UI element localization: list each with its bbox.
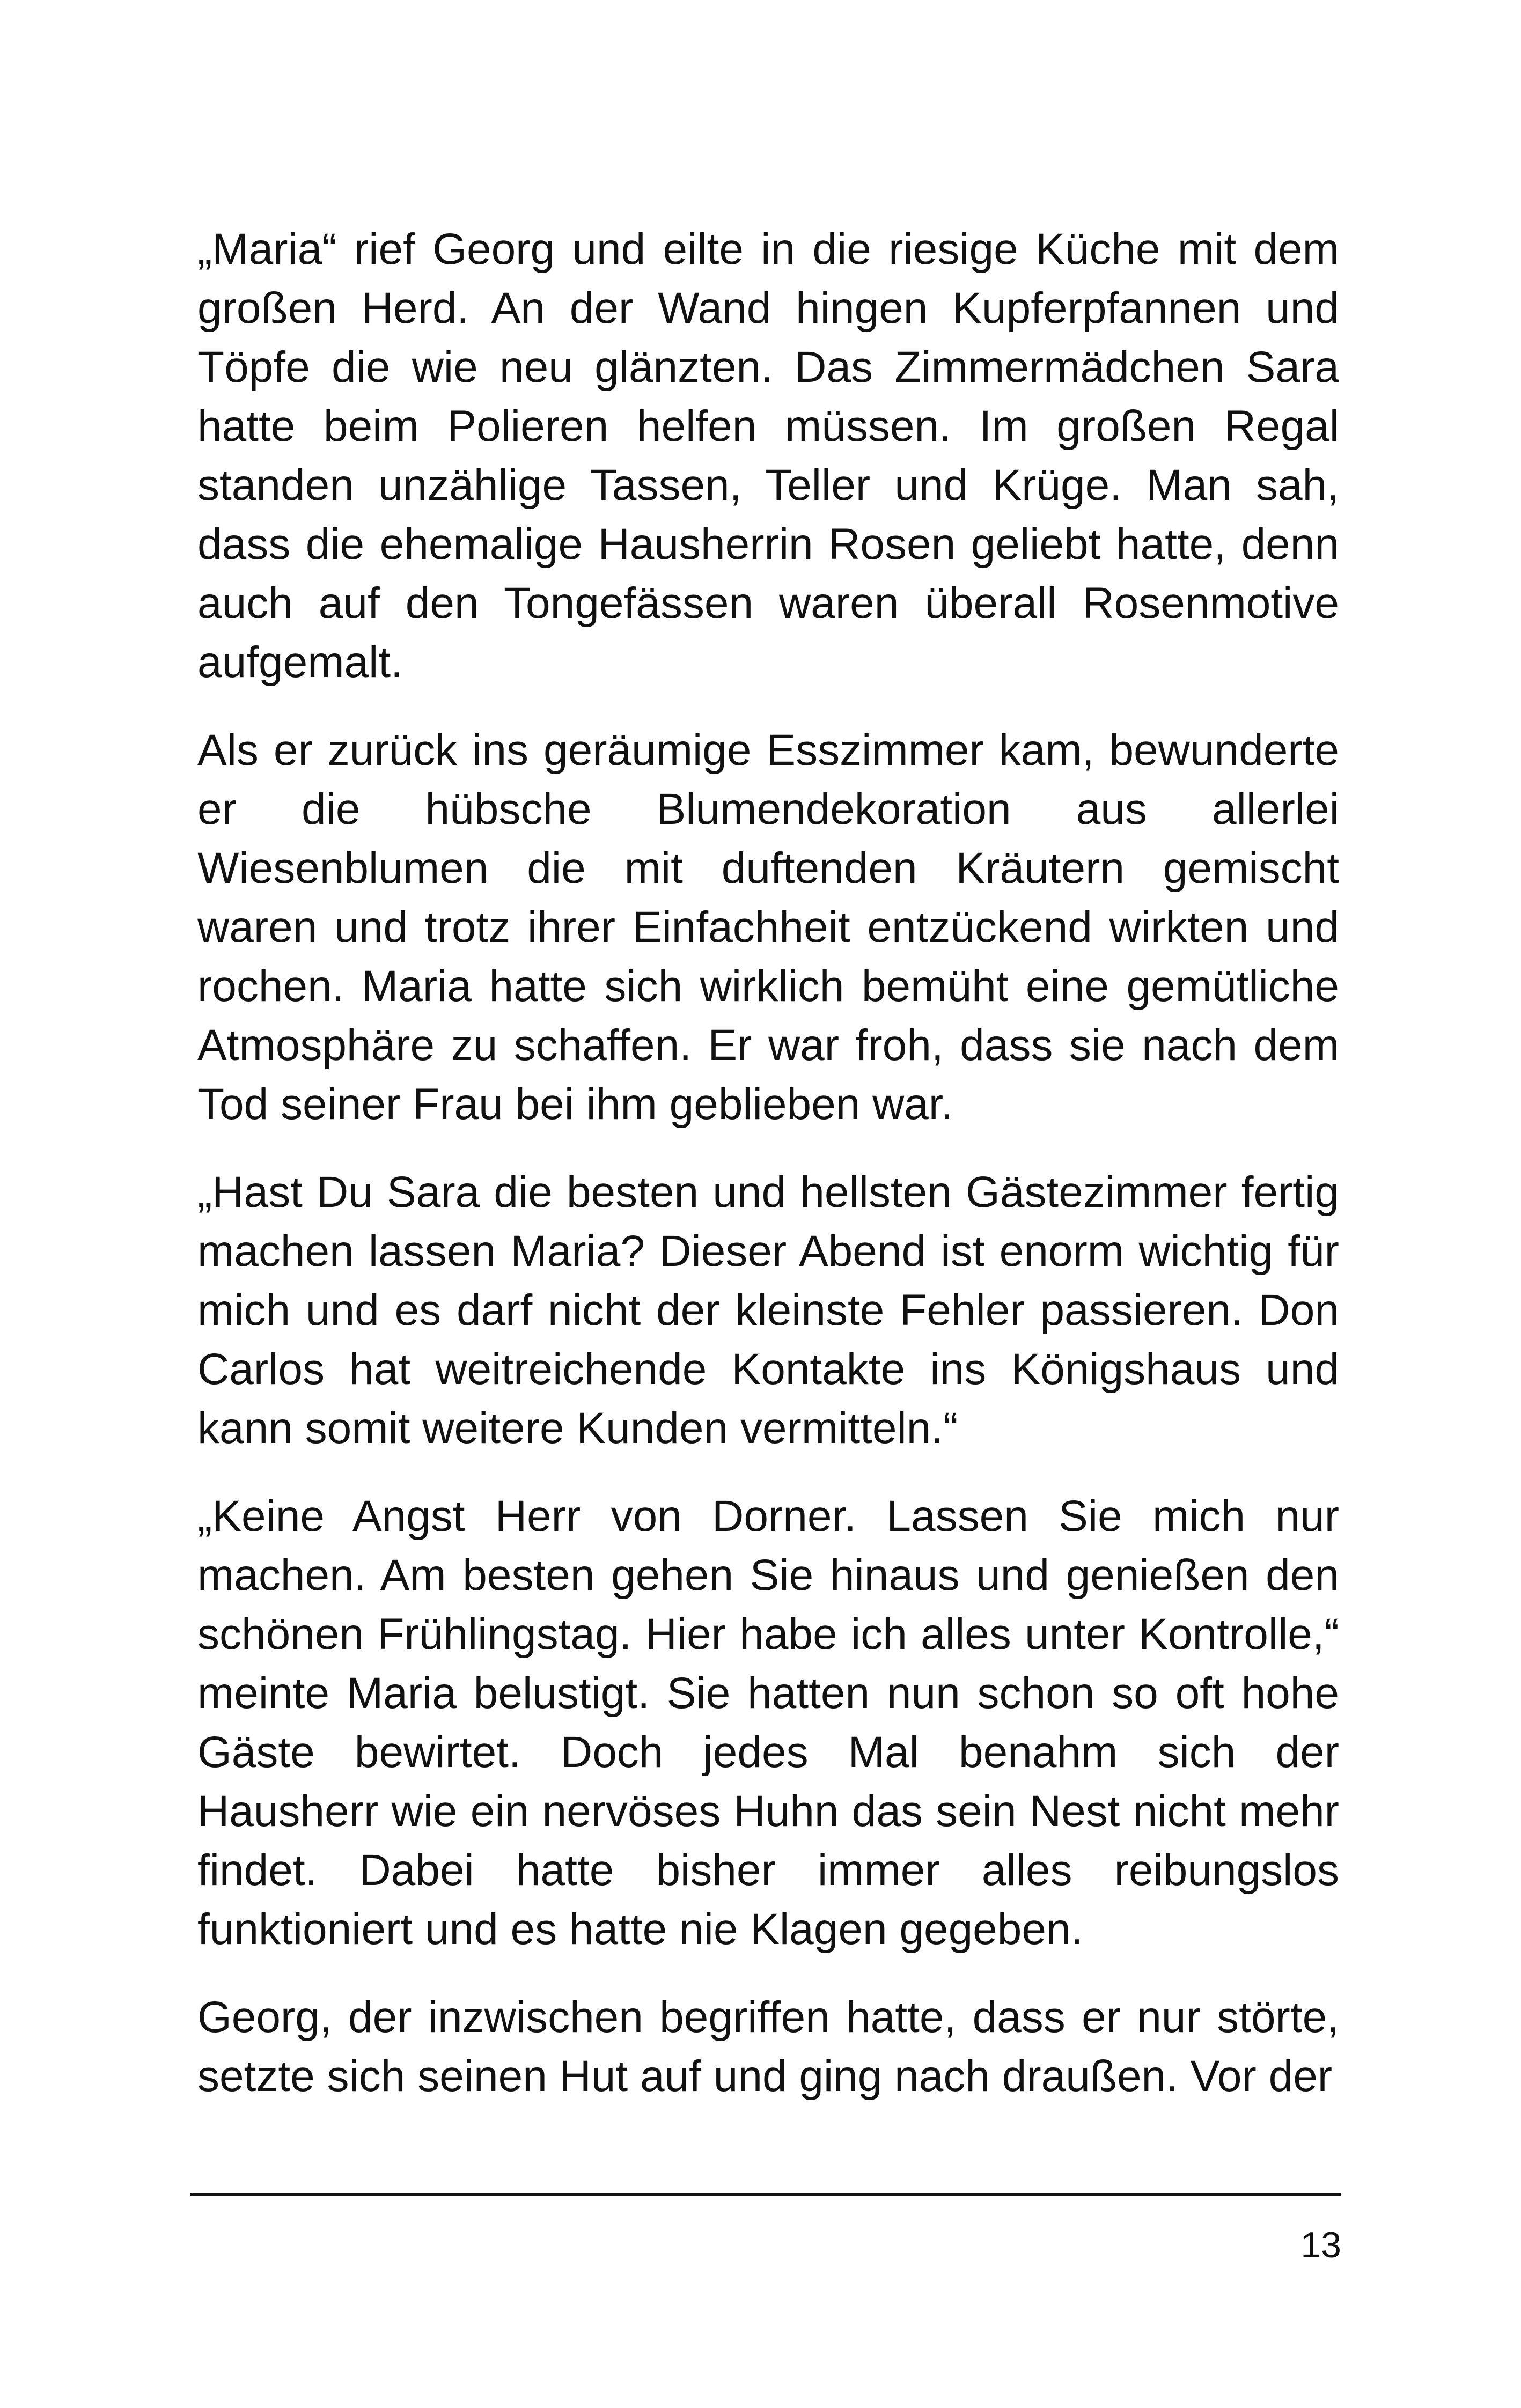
paragraph-1: „Maria“ rief Georg und eilte in die riesige Küche mit dem großen Herd. An der Wand hingen Kupferpfannen und Töpfe die wie neu glänzten. Das Zimmermädchen Sara hatte beim Polieren helfen müssen. Im großen Regal standen unzählige Tassen, Teller und Krüge. Man sah, dass die ehemalige Hausherrin Rosen geliebt hatte, denn auch auf den Tongefässen waren überall Rosenmotive aufgemalt.: [197, 225, 1339, 687]
paragraph-3: „Hast Du Sara die besten und hellsten Gästezimmer fertig machen lassen Maria? Dieser Abend ist enorm wichtig für mich und es darf nicht der kleinste Fehler passieren. Don Carlos hat weitreichende Kontakte ins Königshaus und kann somit weitere Kunden vermitteln.“: [197, 1168, 1339, 1453]
body-text: [197, 220, 1339, 2135]
page-number: 13: [1300, 2225, 1341, 2265]
paragraph-5: Georg, der inzwischen begriffen hatte, dass er nur störte, setzte sich seinen Hut auf und ging nach draußen. Vor der: [197, 1993, 1339, 2101]
paragraph-4: „Keine Angst Herr von Dorner. Lassen Sie mich nur machen. Am besten gehen Sie hinaus und genießen den schönen Frühlingstag. Hier habe ich alles unter Kontrolle,“ meinte Maria belustigt. Sie hatten nun schon so oft hohe Gäste bewirtet. Doch jedes Mal benahm sich der Hausherr wie ein nervöses Huhn das sein Nest nicht mehr findet. Dabei hatte bisher immer alles reibungslos funktioniert und es hatte nie Klagen gegeben.: [197, 1492, 1339, 1954]
footer-divider: [190, 2193, 1341, 2196]
paragraph-2: Als er zurück ins geräumige Esszimmer kam, bewunderte er die hübsche Blumendekoration aus allerlei Wiesenblumen die mit duftenden Kräutern gemischt waren und trotz ihrer Einfachheit entzückend wirkten und rochen. Maria hatte sich wirklich bemüht eine gemütliche Atmosphäre zu schaffen. Er war froh, dass sie nach dem Tod seiner Frau bei ihm geblieben war.: [197, 726, 1339, 1129]
